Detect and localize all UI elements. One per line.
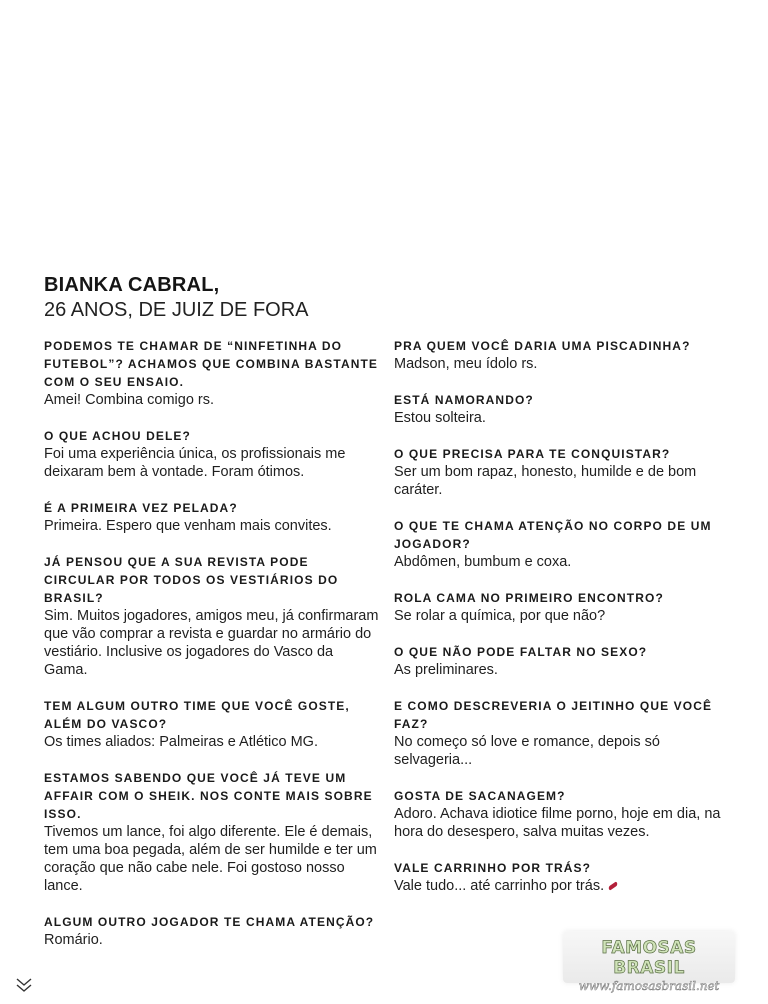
watermark-url: www.famosasbrasil.net <box>578 979 720 993</box>
qa-item <box>44 697 379 751</box>
answer: Os times aliados: Palmeiras e Atlético MG. <box>44 734 318 750</box>
answer: Romário. <box>44 932 103 948</box>
answer: Abdômen, bumbum e coxa. <box>394 554 572 570</box>
question: E COMO DESCREVERIA O JEITINHO QUE VOCÊ FAZ? <box>394 699 713 731</box>
qa-item <box>394 643 734 679</box>
right-column <box>394 337 734 913</box>
interviewee-subtitle: 26 ANOS, DE JUIZ DE FORA <box>44 299 309 321</box>
answer: Tivemos um lance, foi algo diferente. Ele é demais, tem uma boa pegada, além de ser humilde e ter um coração que não cabe nele. Foi gostoso nosso lance. <box>44 824 377 894</box>
question: GOSTA DE SACANAGEM? <box>394 789 566 803</box>
answer: Sim. Muitos jogadores, amigos meu, já confirmaram que vão comprar a revista e guardar no armário do vestiário. Inclusive os jogadores do Vasco da Gama. <box>44 608 379 678</box>
question: É A PRIMEIRA VEZ PELADA? <box>44 501 238 515</box>
question: VALE CARRINHO POR TRÁS? <box>394 861 592 875</box>
question: TEM ALGUM OUTRO TIME QUE VOCÊ GOSTE, ALÉM DO VASCO? <box>44 699 350 731</box>
qa-item <box>394 589 734 625</box>
answer: Primeira. Espero que venham mais convites. <box>44 518 332 534</box>
question: O QUE PRECISA PARA TE CONQUISTAR? <box>394 447 671 461</box>
qa-item <box>394 697 734 769</box>
question: O QUE ACHOU DELE? <box>44 429 191 443</box>
qa-item <box>44 499 379 535</box>
question: PODEMOS TE CHAMAR DE “NINFETINHA DO FUTEBOL”? ACHAMOS QUE COMBINA BASTANTE COM O SEU ENSAIO. <box>44 339 379 389</box>
double-chevron-down-icon[interactable] <box>14 975 34 995</box>
answer: Adoro. Achava idiotice filme porno, hoje em dia, na hora do desespero, salva muitas vezes. <box>394 806 721 840</box>
answer: Estou solteira. <box>394 410 486 426</box>
answer: Madson, meu ídolo rs. <box>394 356 538 372</box>
question: ESTAMOS SABENDO QUE VOCÊ JÁ TEVE UM AFFAIR COM O SHEIK. NOS CONTE MAIS SOBRE ISSO. <box>44 771 373 821</box>
question: PRA QUEM VOCÊ DARIA UMA PISCADINHA? <box>394 339 691 353</box>
qa-item <box>394 445 734 499</box>
question: ALGUM OUTRO JOGADOR TE CHAMA ATENÇÃO? <box>44 915 375 929</box>
qa-item <box>44 769 379 895</box>
answer: Se rolar a química, por que não? <box>394 608 606 624</box>
qa-item <box>44 553 379 679</box>
answer: Foi uma experiência única, os profissionais me deixaram bem à vontade. Foram ótimos. <box>44 446 346 480</box>
question: O QUE TE CHAMA ATENÇÃO NO CORPO DE UM JOGADOR? <box>394 519 712 551</box>
qa-item <box>44 913 379 949</box>
answer: As preliminares. <box>394 662 498 678</box>
left-column <box>44 337 379 967</box>
answer: Vale tudo... até carrinho por trás. <box>394 878 605 894</box>
interviewee-name: BIANKA CABRAL, <box>44 274 220 296</box>
question: ROLA CAMA NO PRIMEIRO ENCONTRO? <box>394 591 664 605</box>
article-header <box>44 273 309 322</box>
question: ESTÁ NAMORANDO? <box>394 393 534 407</box>
qa-item <box>394 517 734 571</box>
answer-last <box>394 877 734 895</box>
qa-item <box>394 787 734 841</box>
qa-item <box>44 337 379 409</box>
qa-item <box>394 859 734 895</box>
question: O QUE NÃO PODE FALTAR NO SEXO? <box>394 645 648 659</box>
watermark-title: FAMOSAS BRASIL <box>601 938 697 978</box>
answer: Amei! Combina comigo rs. <box>44 392 215 408</box>
question: JÁ PENSOU QUE A SUA REVISTA PODE CIRCULAR POR TODOS OS VESTIÁRIOS DO BRASIL? <box>44 555 339 605</box>
answer: No começo só love e romance, depois só selvageria... <box>394 734 660 768</box>
end-of-article-mark-icon <box>608 881 617 891</box>
watermark-logo <box>563 931 735 993</box>
answer: Ser um bom rapaz, honesto, humilde e de bom caráter. <box>394 464 697 498</box>
qa-item <box>44 427 379 481</box>
qa-item <box>394 391 734 427</box>
qa-item <box>394 337 734 373</box>
